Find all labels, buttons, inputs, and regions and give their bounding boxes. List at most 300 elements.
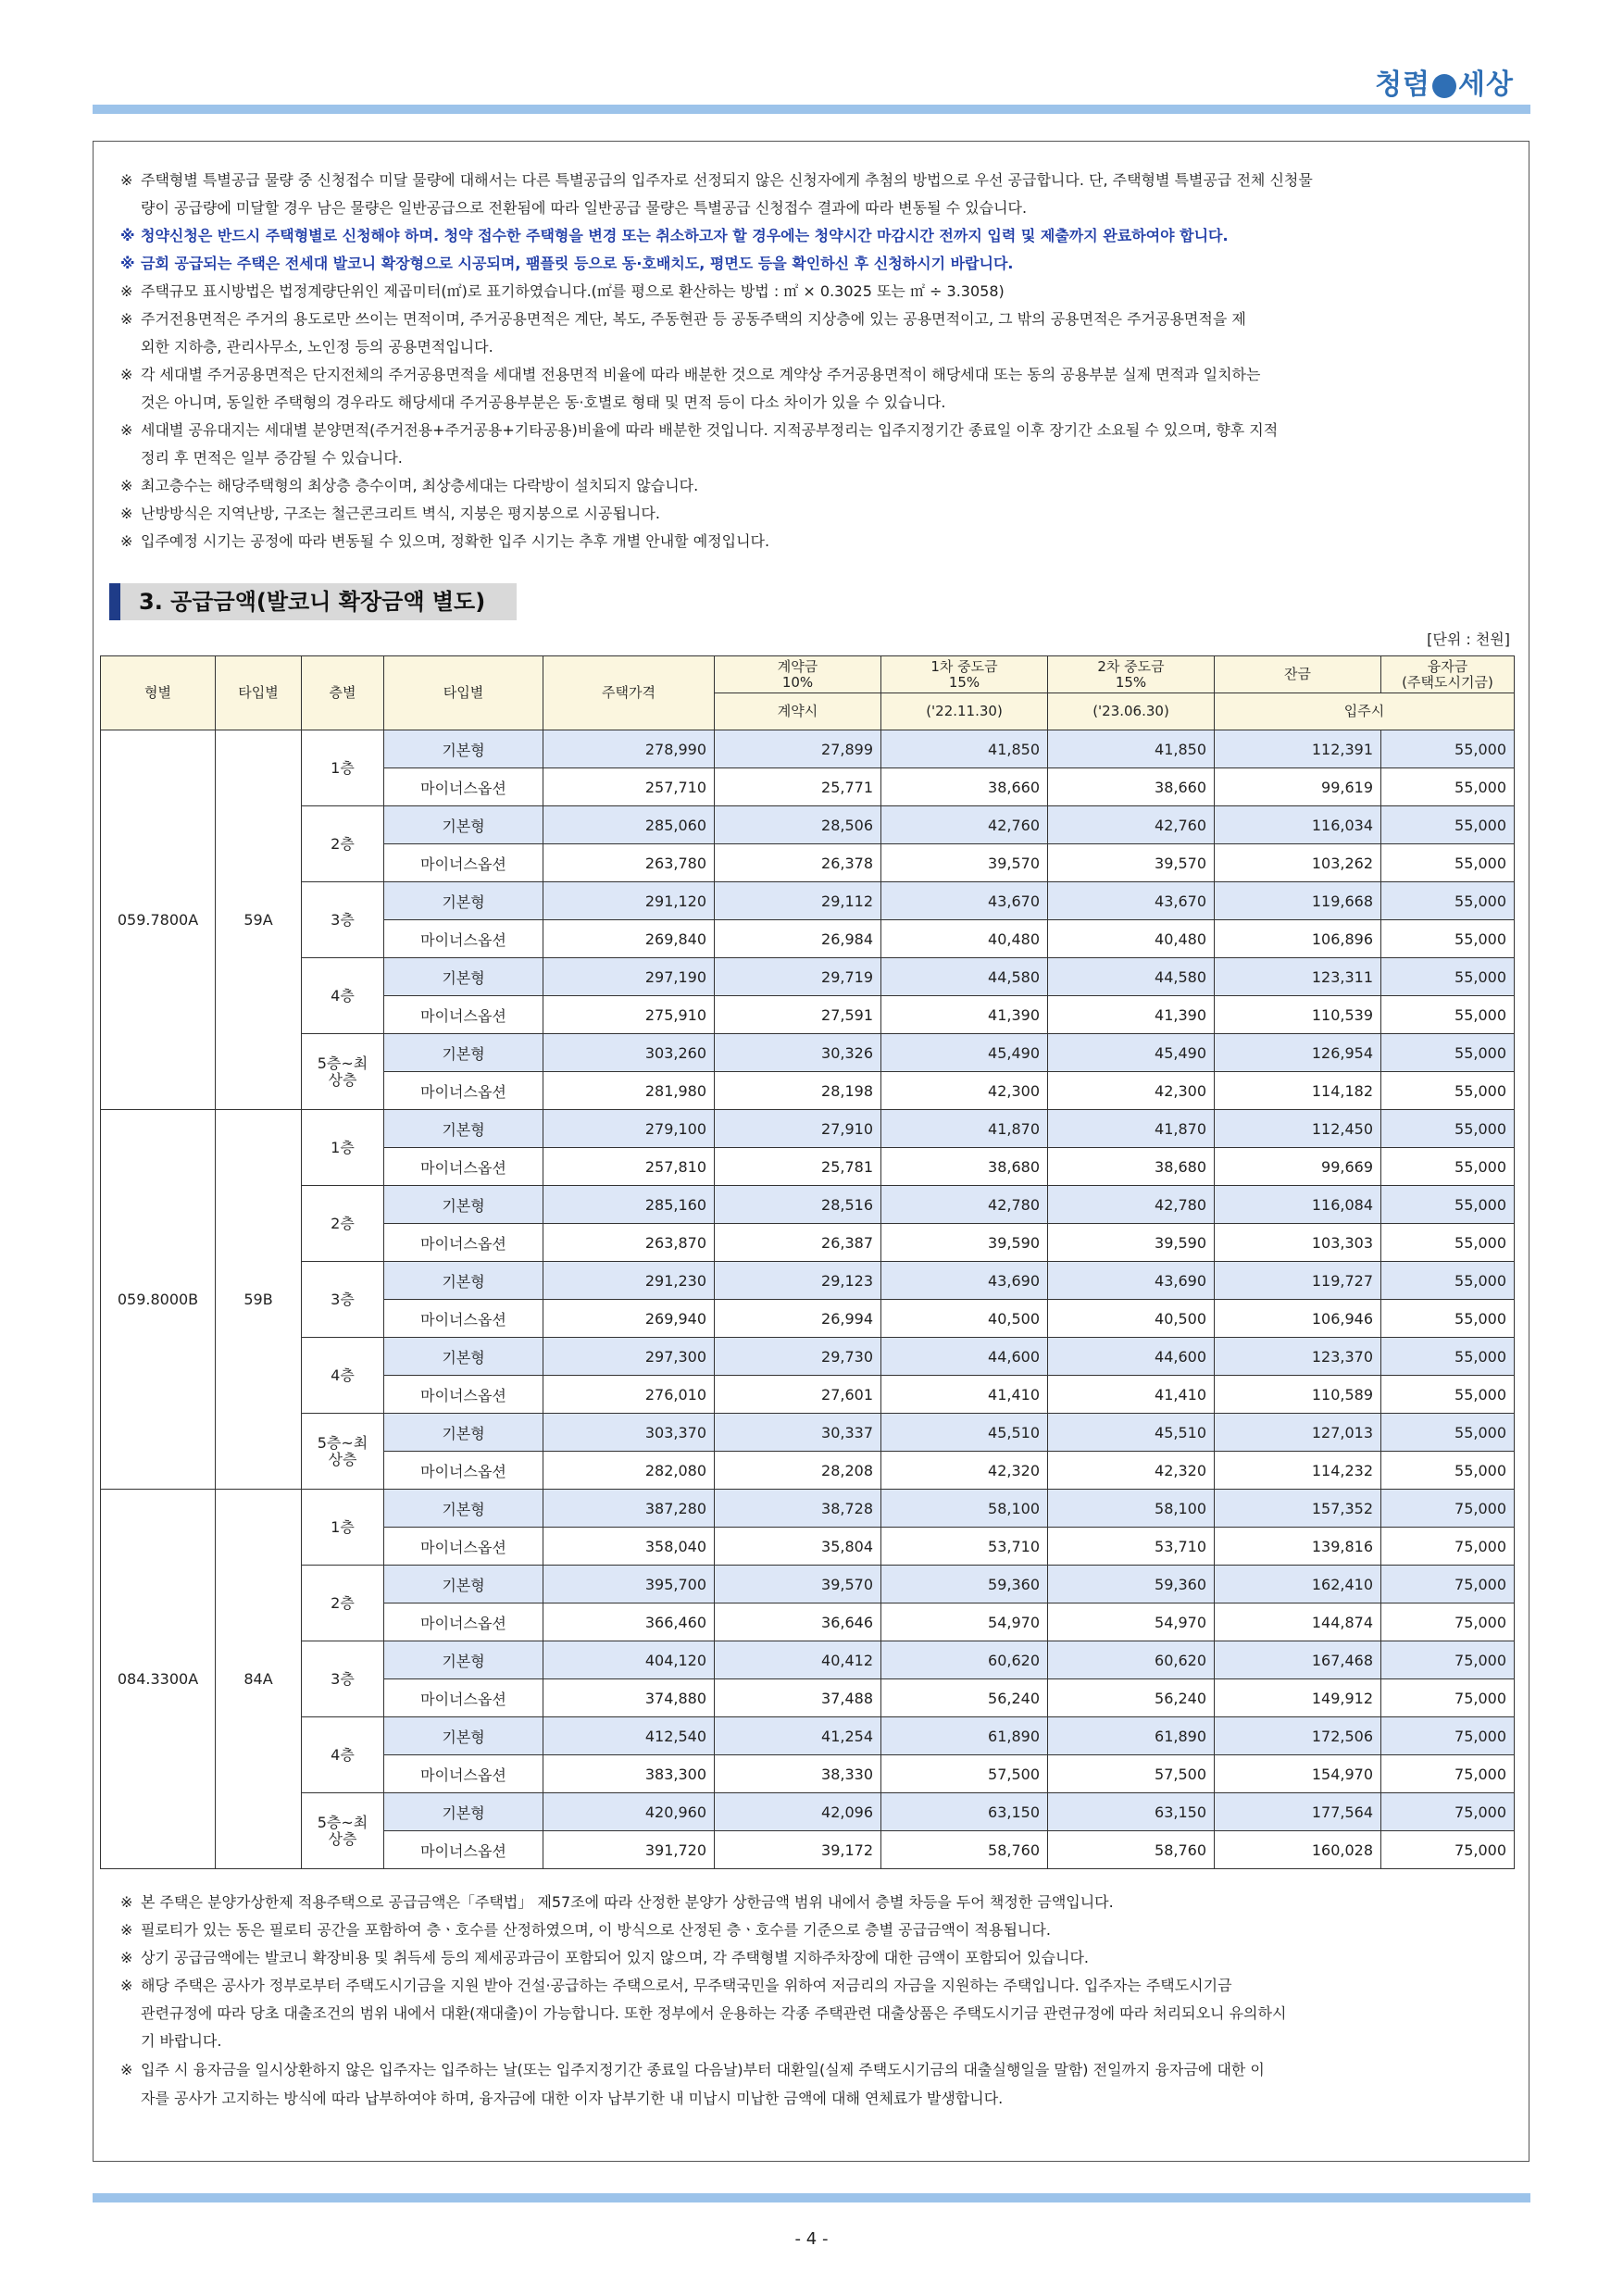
cell-balance: 172,506 (1215, 1717, 1381, 1755)
header-contract-when: 계약시 (715, 693, 881, 730)
cell-loan: 75,000 (1381, 1755, 1515, 1793)
note-text: 입주예정 시기는 공정에 따라 변동될 수 있으며, 정확한 입주 시기는 추후 개별 안내할 예정입니다. (141, 532, 770, 550)
cell-loan: 55,000 (1381, 1148, 1515, 1186)
cell-price: 291,230 (543, 1262, 715, 1300)
cell-price: 269,840 (543, 920, 715, 958)
cell-contract: 39,570 (715, 1566, 881, 1603)
cell-type: 마이너스옵션 (384, 1755, 543, 1793)
cell-loan: 55,000 (1381, 996, 1515, 1034)
cell-floor: 5층~최상층 (302, 1414, 384, 1490)
table-row (101, 1110, 1515, 1148)
cell-price: 263,870 (543, 1224, 715, 1262)
cell-mid1: 58,100 (881, 1490, 1048, 1528)
cell-loan: 75,000 (1381, 1603, 1515, 1641)
cell-mid2: 41,870 (1048, 1110, 1215, 1148)
table-row (101, 1717, 1515, 1755)
cell-price: 303,370 (543, 1414, 715, 1452)
cell-mid1: 38,680 (881, 1148, 1048, 1186)
cell-loan: 75,000 (1381, 1528, 1515, 1566)
cell-mid2: 58,100 (1048, 1490, 1215, 1528)
cell-mid1: 40,500 (881, 1300, 1048, 1338)
cell-mid2: 41,410 (1048, 1376, 1215, 1414)
cell-price: 285,060 (543, 806, 715, 844)
cell-balance: 119,727 (1215, 1262, 1381, 1300)
cell-mid2: 59,360 (1048, 1566, 1215, 1603)
header-mid1-when: ('22.11.30) (881, 693, 1048, 730)
cell-contract: 38,728 (715, 1490, 881, 1528)
cell-type: 기본형 (384, 1110, 543, 1148)
cell-mid2: 44,600 (1048, 1338, 1215, 1376)
cell-balance: 119,668 (1215, 882, 1381, 920)
cell-mid2: 39,570 (1048, 844, 1215, 882)
cell-mid1: 60,620 (881, 1641, 1048, 1679)
cell-type: 기본형 (384, 1717, 543, 1755)
cell-floor: 1층 (302, 1490, 384, 1566)
cell-mid1: 42,300 (881, 1072, 1048, 1110)
cell-price: 257,810 (543, 1148, 715, 1186)
cell-balance: 139,816 (1215, 1528, 1381, 1566)
cell-contract: 29,730 (715, 1338, 881, 1376)
footnote-line (141, 2085, 1528, 2113)
cell-balance: 99,669 (1215, 1148, 1381, 1186)
cell-contract: 38,330 (715, 1755, 881, 1793)
table-row (101, 1490, 1515, 1528)
note-mark: ※ (120, 505, 133, 522)
cell-price: 257,710 (543, 768, 715, 806)
cell-loan: 55,000 (1381, 844, 1515, 882)
note-mark: ※ (120, 227, 135, 244)
cell-contract: 26,378 (715, 844, 881, 882)
footnote-line (120, 1972, 1528, 2000)
note-line (141, 389, 1528, 417)
cell-mid1: 42,320 (881, 1452, 1048, 1490)
cell-type: 마이너스옵션 (384, 1679, 543, 1717)
cell-type: 기본형 (384, 1793, 543, 1831)
cell-contract: 42,096 (715, 1793, 881, 1831)
note-line (120, 222, 1528, 250)
note-line (120, 472, 1528, 500)
cell-mid1: 59,360 (881, 1566, 1048, 1603)
note-mark: ※ (120, 310, 133, 328)
cell-type: 기본형 (384, 730, 543, 768)
cell-balance: 127,013 (1215, 1414, 1381, 1452)
cell-type: 마이너스옵션 (384, 1224, 543, 1262)
cell-mid1: 57,500 (881, 1755, 1048, 1793)
cell-type: 마이너스옵션 (384, 1148, 543, 1186)
cell-contract: 28,198 (715, 1072, 881, 1110)
table-row (101, 1338, 1515, 1376)
cell-price: 281,980 (543, 1072, 715, 1110)
note-mark: ※ (120, 171, 133, 189)
cell-loan: 55,000 (1381, 1414, 1515, 1452)
header-contract: 계약금 10% (715, 656, 881, 693)
cell-price: 358,040 (543, 1528, 715, 1566)
cell-balance: 110,539 (1215, 996, 1381, 1034)
table-row (101, 806, 1515, 844)
cell-mid1: 44,600 (881, 1338, 1048, 1376)
cell-balance: 144,874 (1215, 1603, 1381, 1641)
cell-price: 279,100 (543, 1110, 715, 1148)
cell-mid2: 42,760 (1048, 806, 1215, 844)
cell-floor: 4층 (302, 1338, 384, 1414)
cell-price: 297,300 (543, 1338, 715, 1376)
cell-floor: 1층 (302, 730, 384, 806)
cell-loan: 55,000 (1381, 730, 1515, 768)
table-row (101, 1034, 1515, 1072)
cell-type: 마이너스옵션 (384, 1452, 543, 1490)
cell-loan: 75,000 (1381, 1831, 1515, 1869)
cell-price: 263,780 (543, 844, 715, 882)
footnote-text: 본 주택은 분양가상한제 적용주택으로 공급금액은「주택법」 제57조에 따라 산정한 분양가 상한금액 범위 내에서 층별 차등을 두어 책정한 금액입니다. (141, 1893, 1114, 1911)
cell-balance: 106,896 (1215, 920, 1381, 958)
cell-mid1: 41,850 (881, 730, 1048, 768)
cell-mid1: 63,150 (881, 1793, 1048, 1831)
cell-contract: 28,516 (715, 1186, 881, 1224)
cell-type: 기본형 (384, 1566, 543, 1603)
footnote-line (141, 2000, 1528, 2028)
cell-balance: 116,084 (1215, 1186, 1381, 1224)
cell-loan: 75,000 (1381, 1566, 1515, 1603)
cell-loan: 55,000 (1381, 1262, 1515, 1300)
cell-mid1: 40,480 (881, 920, 1048, 958)
cell-contract: 26,994 (715, 1300, 881, 1338)
note-mark: ※ (120, 255, 135, 272)
cell-loan: 55,000 (1381, 920, 1515, 958)
cell-mid1: 42,780 (881, 1186, 1048, 1224)
note-line (120, 278, 1528, 306)
cell-type: 기본형 (384, 806, 543, 844)
cell-loan: 55,000 (1381, 768, 1515, 806)
cell-price: 303,260 (543, 1034, 715, 1072)
cell-contract: 28,208 (715, 1452, 881, 1490)
cell-floor: 5층~최상층 (302, 1793, 384, 1869)
cell-loan: 55,000 (1381, 1376, 1515, 1414)
cell-contract: 25,771 (715, 768, 881, 806)
table-row (101, 1186, 1515, 1224)
cell-price: 395,700 (543, 1566, 715, 1603)
cell-floor: 2층 (302, 806, 384, 882)
cell-mid2: 40,500 (1048, 1300, 1215, 1338)
footnote-mark: ※ (120, 1893, 133, 1911)
cell-mid2: 53,710 (1048, 1528, 1215, 1566)
cell-balance: 162,410 (1215, 1566, 1381, 1603)
cell-price: 269,940 (543, 1300, 715, 1338)
footnote-text: 자를 공사가 고지하는 방식에 따라 납부하여야 하며, 융자금에 대한 이자 납부기한 내 미납시 미납한 금액에 대해 연체료가 발생합니다. (141, 2090, 1004, 2107)
cell-price: 391,720 (543, 1831, 715, 1869)
footnote-line (120, 1889, 1528, 1916)
cell-type: 기본형 (384, 1641, 543, 1679)
cell-floor: 2층 (302, 1186, 384, 1262)
cell-type: 기본형 (384, 1186, 543, 1224)
cell-mid1: 54,970 (881, 1603, 1048, 1641)
cell-balance: 110,589 (1215, 1376, 1381, 1414)
note-text: 최고층수는 해당주택형의 최상층 층수이며, 최상층세대는 다락방이 설치되지 않습니다. (141, 477, 699, 494)
cell-price: 366,460 (543, 1603, 715, 1641)
cell-mid2: 42,300 (1048, 1072, 1215, 1110)
cell-contract: 40,412 (715, 1641, 881, 1679)
cell-floor: 4층 (302, 958, 384, 1034)
cell-mid1: 61,890 (881, 1717, 1048, 1755)
cell-mid1: 53,710 (881, 1528, 1048, 1566)
cell-mid2: 58,760 (1048, 1831, 1215, 1869)
cell-loan: 75,000 (1381, 1490, 1515, 1528)
cell-contract: 36,646 (715, 1603, 881, 1641)
cell-balance: 123,370 (1215, 1338, 1381, 1376)
cell-balance: 123,311 (1215, 958, 1381, 996)
cell-loan: 55,000 (1381, 1110, 1515, 1148)
cell-mid2: 41,390 (1048, 996, 1215, 1034)
cell-mid2: 41,850 (1048, 730, 1215, 768)
table-row (101, 1566, 1515, 1603)
note-line (120, 250, 1528, 278)
cell-mid1: 45,510 (881, 1414, 1048, 1452)
note-line (120, 417, 1528, 444)
cell-mid2: 45,490 (1048, 1034, 1215, 1072)
cell-loan: 55,000 (1381, 1034, 1515, 1072)
cell-price: 275,910 (543, 996, 715, 1034)
header-move-in: 입주시 (1215, 693, 1515, 730)
cell-mid1: 38,660 (881, 768, 1048, 806)
cell-contract: 26,984 (715, 920, 881, 958)
cell-contract: 35,804 (715, 1528, 881, 1566)
footnote-mark: ※ (120, 2061, 133, 2078)
header-model: 형별 (101, 656, 216, 730)
cell-balance: 99,619 (1215, 768, 1381, 806)
cell-mid2: 43,670 (1048, 882, 1215, 920)
note-text: 난방방식은 지역난방, 구조는 철근콘크리트 벽식, 지붕은 평지붕으로 시공됩니다. (141, 505, 660, 522)
note-mark: ※ (120, 366, 133, 383)
cell-type: 마이너스옵션 (384, 920, 543, 958)
cell-contract: 30,337 (715, 1414, 881, 1452)
cell-type-code: 59B (216, 1110, 302, 1490)
cell-type: 마이너스옵션 (384, 996, 543, 1034)
table-row (101, 730, 1515, 768)
cell-floor: 1층 (302, 1110, 384, 1186)
cell-type: 기본형 (384, 1338, 543, 1376)
cell-type: 마이너스옵션 (384, 768, 543, 806)
cell-model: 059.8000B (101, 1110, 216, 1490)
note-line (141, 333, 1528, 361)
cell-mid2: 40,480 (1048, 920, 1215, 958)
cell-mid1: 41,410 (881, 1376, 1048, 1414)
table-row (101, 958, 1515, 996)
header-mid1: 1차 중도금 15% (881, 656, 1048, 693)
cell-type: 마이너스옵션 (384, 1072, 543, 1110)
cell-price: 374,880 (543, 1679, 715, 1717)
cell-price: 276,010 (543, 1376, 715, 1414)
cell-loan: 55,000 (1381, 958, 1515, 996)
note-mark: ※ (120, 477, 133, 494)
cell-balance: 106,946 (1215, 1300, 1381, 1338)
cell-type: 기본형 (384, 958, 543, 996)
note-text: 세대별 공유대지는 세대별 분양면적(주거전용+주거공용+기타공용)비율에 따라 배분한 것입니다. 지적공부정리는 입주지정기간 종료일 이후 장기간 소요될 수 있으며, 향후 지적 (141, 421, 1279, 439)
cell-contract: 29,112 (715, 882, 881, 920)
header-loan: 융자금 (주택도시기금) (1381, 656, 1515, 693)
cell-mid2: 45,510 (1048, 1414, 1215, 1452)
section-title: 3. 공급금액(발코니 확장금액 별도) (109, 583, 517, 620)
cell-price: 278,990 (543, 730, 715, 768)
note-line (141, 194, 1528, 222)
note-text: 각 세대별 주거공용면적은 단지전체의 주거공용면적을 세대별 전용면적 비율에 따라 배분한 것으로 계약상 주거공용면적이 해당세대 또는 동의 공용부분 실제 면적과 일치하는 (141, 366, 1261, 383)
note-text: 주택형별 특별공급 물량 중 신청접수 미달 물량에 대해서는 다른 특별공급의 입주자로 선정되지 않은 신청자에게 추첨의 방법으로 우선 공급합니다. 단, 주택형별 특별공급 전체 신청물 (141, 171, 1313, 189)
cell-floor: 3층 (302, 882, 384, 958)
cell-mid2: 42,780 (1048, 1186, 1215, 1224)
cell-balance: 177,564 (1215, 1793, 1381, 1831)
cell-contract: 25,781 (715, 1148, 881, 1186)
footnote-line (141, 2028, 1528, 2055)
footnote-mark: ※ (120, 1949, 133, 1966)
cell-contract: 26,387 (715, 1224, 881, 1262)
cell-loan: 55,000 (1381, 882, 1515, 920)
cell-loan: 75,000 (1381, 1717, 1515, 1755)
cell-model: 084.3300A (101, 1490, 216, 1869)
cell-mid2: 38,680 (1048, 1148, 1215, 1186)
top-divider (93, 105, 1530, 114)
cell-loan: 75,000 (1381, 1793, 1515, 1831)
cell-price: 297,190 (543, 958, 715, 996)
header-mid2-when: ('23.06.30) (1048, 693, 1215, 730)
note-line (141, 444, 1528, 472)
note-text: 금회 공급되는 주택은 전세대 발코니 확장형으로 시공되며, 팸플릿 등으로 동·호배치도, 평면도 등을 확인하신 후 신청하시기 바랍니다. (141, 255, 1014, 272)
footnote-line (120, 1916, 1528, 1944)
footnote-text: 필로티가 있는 동은 필로티 공간을 포함하여 층ㆍ호수를 산정하였으며, 이 방식으로 산정된 층ㆍ호수를 기준으로 층별 공급금액이 적용됩니다. (141, 1921, 1051, 1939)
cell-loan: 55,000 (1381, 1224, 1515, 1262)
note-mark: ※ (120, 282, 133, 300)
note-mark: ※ (120, 421, 133, 439)
cell-mid1: 41,870 (881, 1110, 1048, 1148)
note-line (120, 306, 1528, 333)
cell-contract: 37,488 (715, 1679, 881, 1717)
table-row (101, 1793, 1515, 1831)
cell-mid1: 39,590 (881, 1224, 1048, 1262)
note-text: 것은 아니며, 동일한 주택형의 경우라도 해당세대 주거공용부분은 동·호별로 형태 및 면적 등이 다소 차이가 있을 수 있습니다. (141, 393, 946, 411)
cell-mid1: 41,390 (881, 996, 1048, 1034)
table-body (101, 730, 1515, 1869)
header-type-name: 타입별 (384, 656, 543, 730)
cell-type: 기본형 (384, 1414, 543, 1452)
cell-floor: 3층 (302, 1641, 384, 1717)
table-row (101, 882, 1515, 920)
cell-floor: 4층 (302, 1717, 384, 1793)
cell-loan: 55,000 (1381, 1072, 1515, 1110)
table-row (101, 1414, 1515, 1452)
cell-mid1: 39,570 (881, 844, 1048, 882)
cell-price: 404,120 (543, 1641, 715, 1679)
cell-balance: 116,034 (1215, 806, 1381, 844)
cell-type: 마이너스옵션 (384, 844, 543, 882)
cell-mid2: 39,590 (1048, 1224, 1215, 1262)
cell-type: 마이너스옵션 (384, 1300, 543, 1338)
cell-contract: 39,172 (715, 1831, 881, 1869)
cell-mid1: 45,490 (881, 1034, 1048, 1072)
cell-contract: 41,254 (715, 1717, 881, 1755)
cell-type: 마이너스옵션 (384, 1528, 543, 1566)
note-text: 청약신청은 반드시 주택형별로 신청해야 하며. 청약 접수한 주택형을 변경 또는 취소하고자 할 경우에는 청약시간 마감시간 전까지 입력 및 제출까지 완료하여야 합니다. (141, 227, 1229, 244)
cell-type: 마이너스옵션 (384, 1603, 543, 1641)
note-line (120, 500, 1528, 528)
cell-contract: 27,910 (715, 1110, 881, 1148)
cell-type-code: 59A (216, 730, 302, 1110)
cell-mid1: 44,580 (881, 958, 1048, 996)
cell-mid2: 57,500 (1048, 1755, 1215, 1793)
cell-balance: 160,028 (1215, 1831, 1381, 1869)
note-text: 주택규모 표시방법은 법정계량단위인 제곱미터(㎡)로 표기하였습니다.(㎡를 평으로 환산하는 방법 : ㎡ × 0.3025 또는 ㎡ ÷ 3.3058) (141, 282, 1005, 300)
note-line (120, 361, 1528, 389)
table-row (101, 1641, 1515, 1679)
cell-balance: 103,303 (1215, 1224, 1381, 1262)
cell-mid2: 42,320 (1048, 1452, 1215, 1490)
cell-contract: 30,326 (715, 1034, 881, 1072)
cell-price: 383,300 (543, 1755, 715, 1793)
cell-type: 기본형 (384, 1490, 543, 1528)
note-text: 주거전용면적은 주거의 용도로만 쓰이는 면적이며, 주거공용면적은 계단, 복도, 주동현관 등 공동주택의 지상층에 있는 공용면적이고, 그 밖의 공용면적은 주거공용면적을 제 (141, 310, 1246, 328)
cell-balance: 103,262 (1215, 844, 1381, 882)
cell-mid2: 43,690 (1048, 1262, 1215, 1300)
cell-balance: 167,468 (1215, 1641, 1381, 1679)
header-floor: 층별 (302, 656, 384, 730)
cell-balance: 114,182 (1215, 1072, 1381, 1110)
cell-mid2: 61,890 (1048, 1717, 1215, 1755)
footnote-text: 기 바랍니다. (141, 2032, 222, 2050)
note-text: 외한 지하층, 관리사무소, 노인정 등의 공용면적입니다. (141, 338, 493, 356)
cell-balance: 126,954 (1215, 1034, 1381, 1072)
unit-label: [단위 : 천원] (1427, 630, 1510, 648)
footnote-mark: ※ (120, 1921, 133, 1939)
cell-floor: 3층 (302, 1262, 384, 1338)
cell-loan: 55,000 (1381, 806, 1515, 844)
cell-balance: 149,912 (1215, 1679, 1381, 1717)
header-type-code: 타입별 (216, 656, 302, 730)
footnote-text: 해당 주택은 공사가 정부로부터 주택도시기금을 지원 받아 건설·공급하는 주택으로서, 무주택국민을 위하여 저금리의 자금을 지원하는 주택입니다. 입주자는 주택도시기금 (141, 1977, 1232, 1994)
bottom-divider (93, 2193, 1530, 2202)
footnote-line (120, 2056, 1528, 2084)
cell-price: 282,080 (543, 1452, 715, 1490)
cell-balance: 112,391 (1215, 730, 1381, 768)
cell-mid2: 44,580 (1048, 958, 1215, 996)
cell-mid1: 42,760 (881, 806, 1048, 844)
cell-type: 기본형 (384, 1034, 543, 1072)
footnote-mark: ※ (120, 1977, 133, 1994)
cell-mid1: 43,690 (881, 1262, 1048, 1300)
footnote-text: 상기 공급금액에는 발코니 확장비용 및 취득세 등의 제세공과금이 포함되어 있지 않으며, 각 주택형별 지하주차장에 대한 금액이 포함되어 있습니다. (141, 1949, 1089, 1966)
cell-contract: 28,506 (715, 806, 881, 844)
cell-loan: 55,000 (1381, 1186, 1515, 1224)
cell-mid2: 56,240 (1048, 1679, 1215, 1717)
cell-type-code: 84A (216, 1490, 302, 1869)
table-row (101, 1262, 1515, 1300)
cell-loan: 55,000 (1381, 1338, 1515, 1376)
cell-type: 기본형 (384, 882, 543, 920)
cell-mid2: 54,970 (1048, 1603, 1215, 1641)
cell-floor: 5층~최상층 (302, 1034, 384, 1110)
cell-mid1: 56,240 (881, 1679, 1048, 1717)
cell-contract: 27,591 (715, 996, 881, 1034)
supply-price-table (100, 655, 1515, 1869)
page-number: - 4 - (794, 2229, 829, 2249)
cell-balance: 112,450 (1215, 1110, 1381, 1148)
cell-mid1: 58,760 (881, 1831, 1048, 1869)
cell-model: 059.7800A (101, 730, 216, 1110)
cell-price: 291,120 (543, 882, 715, 920)
cell-contract: 29,719 (715, 958, 881, 996)
cell-balance: 157,352 (1215, 1490, 1381, 1528)
cell-balance: 154,970 (1215, 1755, 1381, 1793)
note-line (120, 167, 1528, 194)
cell-mid1: 43,670 (881, 882, 1048, 920)
header-balance: 잔금 (1215, 656, 1381, 693)
footnote-line (120, 1944, 1528, 1972)
cell-price: 412,540 (543, 1717, 715, 1755)
